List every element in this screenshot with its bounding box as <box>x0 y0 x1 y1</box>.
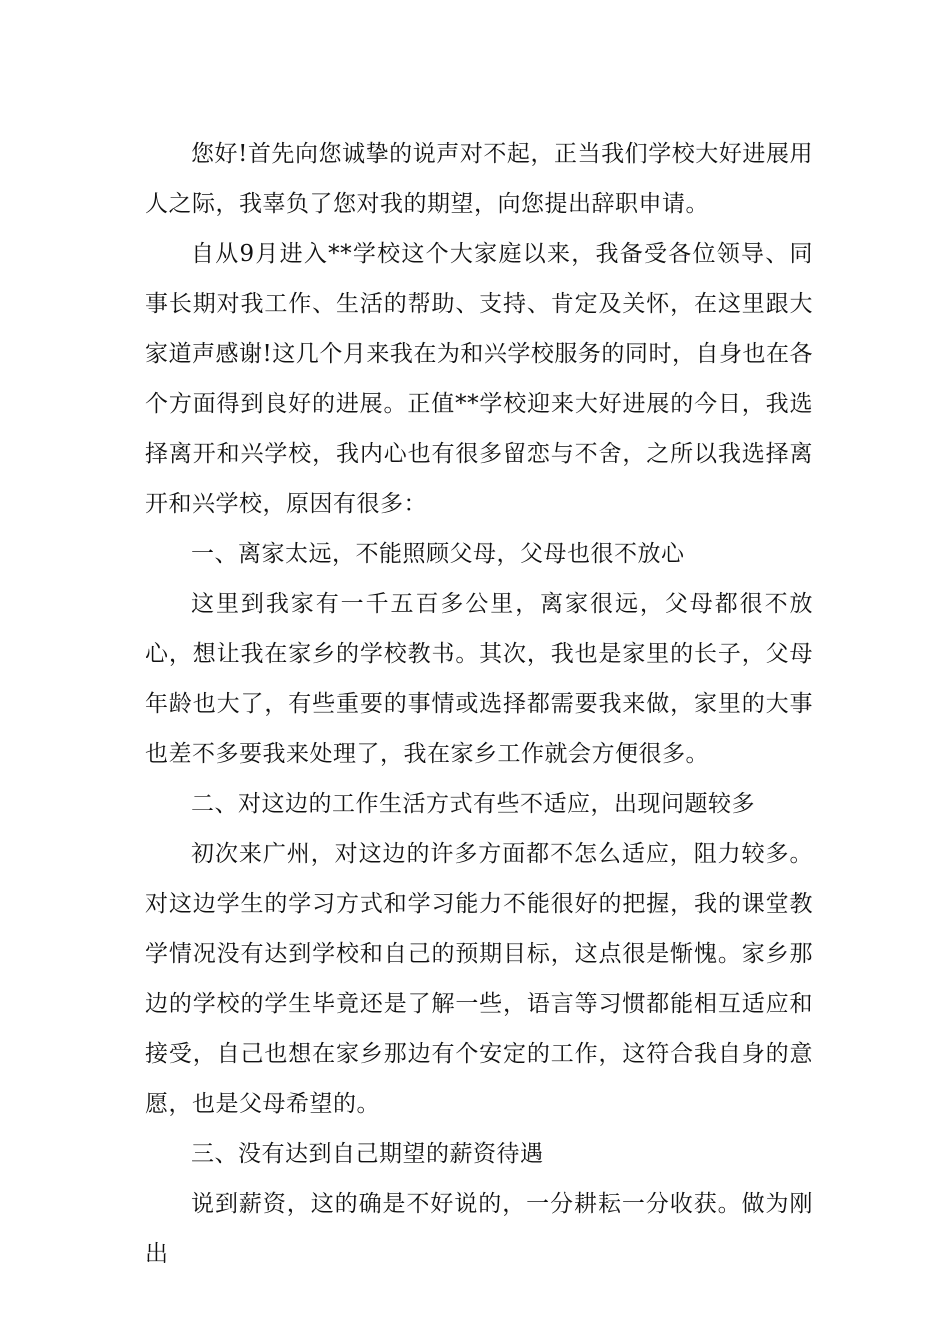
document-body <box>145 129 813 1279</box>
paragraph-reason-2: 初次来广州，对这边的许多方面都不怎么适应，阻力较多。对这边学生的学习方式和学习能力不能很好的把握，我的课堂教学情况没有达到学校和自己的预期目标，这点很是惭愧。家乡那边的学校的学生毕竟还是了解一些，语言等习惯都能相互适应和接受，自己也想在家乡那边有个安定的工作，这符合我自身的意愿，也是父母希望的。 <box>145 841 813 1117</box>
paragraph-reason-1: 这里到我家有一千五百多公里，离家很远，父母都很不放心，想让我在家乡的学校教书。其次，我也是家里的长子，父母年龄也大了，有些重要的事情或选择都需要我来做，家里的大事也差不多要我来处理了，我在家乡工作就会方便很多。 <box>145 591 813 767</box>
reason-heading-3: 三、没有达到自己期望的薪资待遇 <box>191 1141 544 1167</box>
reason-heading-2: 二、对这边的工作生活方式有些不适应，出现问题较多 <box>191 791 755 817</box>
paragraph-background: 自从9月进入**学校这个大家庭以来，我备受各位领导、同事长期对我工作、生活的帮助、支持、肯定及关怀，在这里跟大家道声感谢!这几个月来我在为和兴学校服务的同时，自身也在各个方面得到良好的进展。正值**学校迎来大好进展的今日，我选择离开和兴学校，我内心也有很多留恋与不舍，之所以我选择离开和兴学校，原因有很多： <box>145 241 813 517</box>
paragraph-greeting: 您好!首先向您诚挚的说声对不起，正当我们学校大好进展用人之际，我辜负了您对我的期望，向您提出辞职申请。 <box>145 141 813 217</box>
reason-heading-1: 一、离家太远，不能照顾父母，父母也很不放心 <box>191 541 685 567</box>
paragraph-reason-3: 说到薪资，这的确是不好说的，一分耕耘一分收获。做为刚出 <box>145 1191 813 1267</box>
